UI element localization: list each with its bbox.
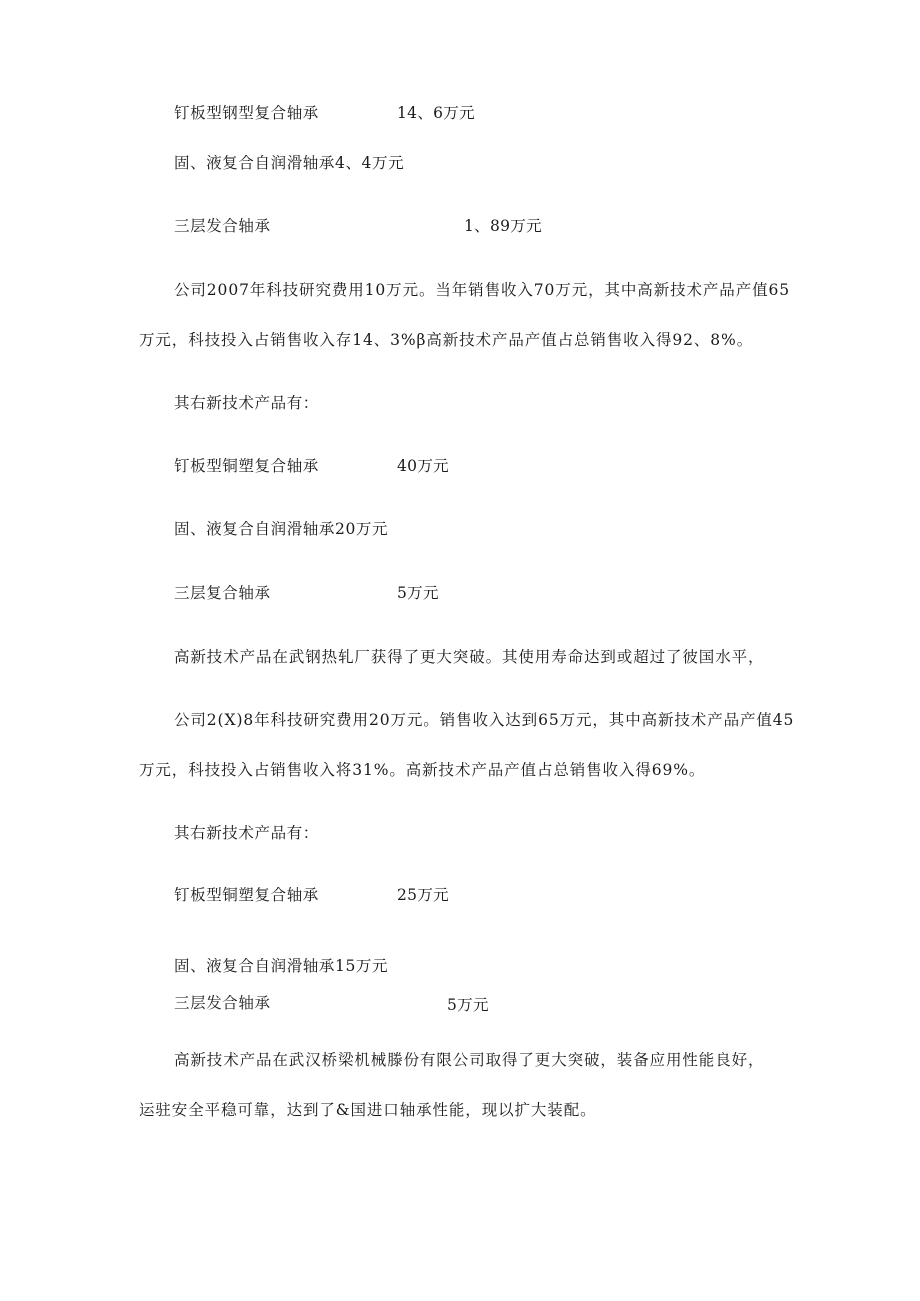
paragraph-2007-line-2: 万元，科技投入占销售收入存14、3%β高新技术产品产值占总销售收入得92、8%。 (139, 331, 754, 349)
paragraph-wuhan-bridge-line-1: 高新技术产品在武汉桥梁机械滕份有限公司取得了更大突破，装备应用性能良好， (174, 1051, 765, 1069)
paragraph-2008-line-2: 万元，科技投入占销售收入将31%。高新技术产品产值占总销售收入得69%。 (139, 761, 706, 779)
product-line-5-amount: 40万元 (397, 457, 449, 475)
product-line-11-name: 三层发合轴承 (174, 994, 271, 1012)
product-line-3-amount: 1、89万元 (464, 217, 542, 235)
product-line-9-amount: 25万元 (397, 886, 449, 904)
paragraph-wuhan-bridge (139, 1050, 789, 1120)
paragraph-2007 (139, 280, 789, 350)
paragraph-wugang (139, 647, 789, 667)
paragraph-2008-line-1: 公司2(X)8年科技研究费用20万元。销售收入达到65万元，其中高新技术产品产值45 (174, 711, 795, 729)
product-line-6: 固、液复合自润滑轴承20万元 (174, 520, 389, 538)
product-line-3-name: 三层发合轴承 (174, 217, 271, 235)
product-line-1-amount: 14、6万元 (397, 104, 475, 122)
paragraph-wuhan-bridge-line-2: 运驻安全平稳可靠，达到了&国进口轴承性能，现以扩大装配。 (139, 1101, 597, 1119)
new-products-heading-2: 其右新技术产品有： (174, 824, 319, 842)
paragraph-2008 (139, 710, 795, 780)
product-line-7-amount: 5万元 (397, 584, 439, 602)
product-line-7-name: 三层复合轴承 (174, 584, 271, 602)
product-line-5-name: 钉板型铜塑复合轴承 (174, 457, 319, 475)
product-line-9-name: 钉板型铜塑复合轴承 (174, 886, 319, 904)
new-products-heading-1: 其右新技术产品有： (174, 394, 319, 412)
product-line-1-name: 钉板型钢型复合轴承 (174, 104, 319, 122)
paragraph-2007-line-1: 公司2007年科技研究费用10万元。当年销售收入70万元，其中高新技术产品产值65 (174, 281, 791, 299)
product-line-11-amount: 5万元 (447, 996, 489, 1014)
paragraph-wugang-line-1: 高新技术产品在武钢热轧厂获得了更大突破。其使用寿命达到或超过了彼国水平， (174, 648, 765, 666)
product-line-10: 固、液复合自润滑轴承15万元 (174, 957, 389, 975)
product-line-2: 固、液复合自润滑轴承4、4万元 (174, 154, 405, 172)
